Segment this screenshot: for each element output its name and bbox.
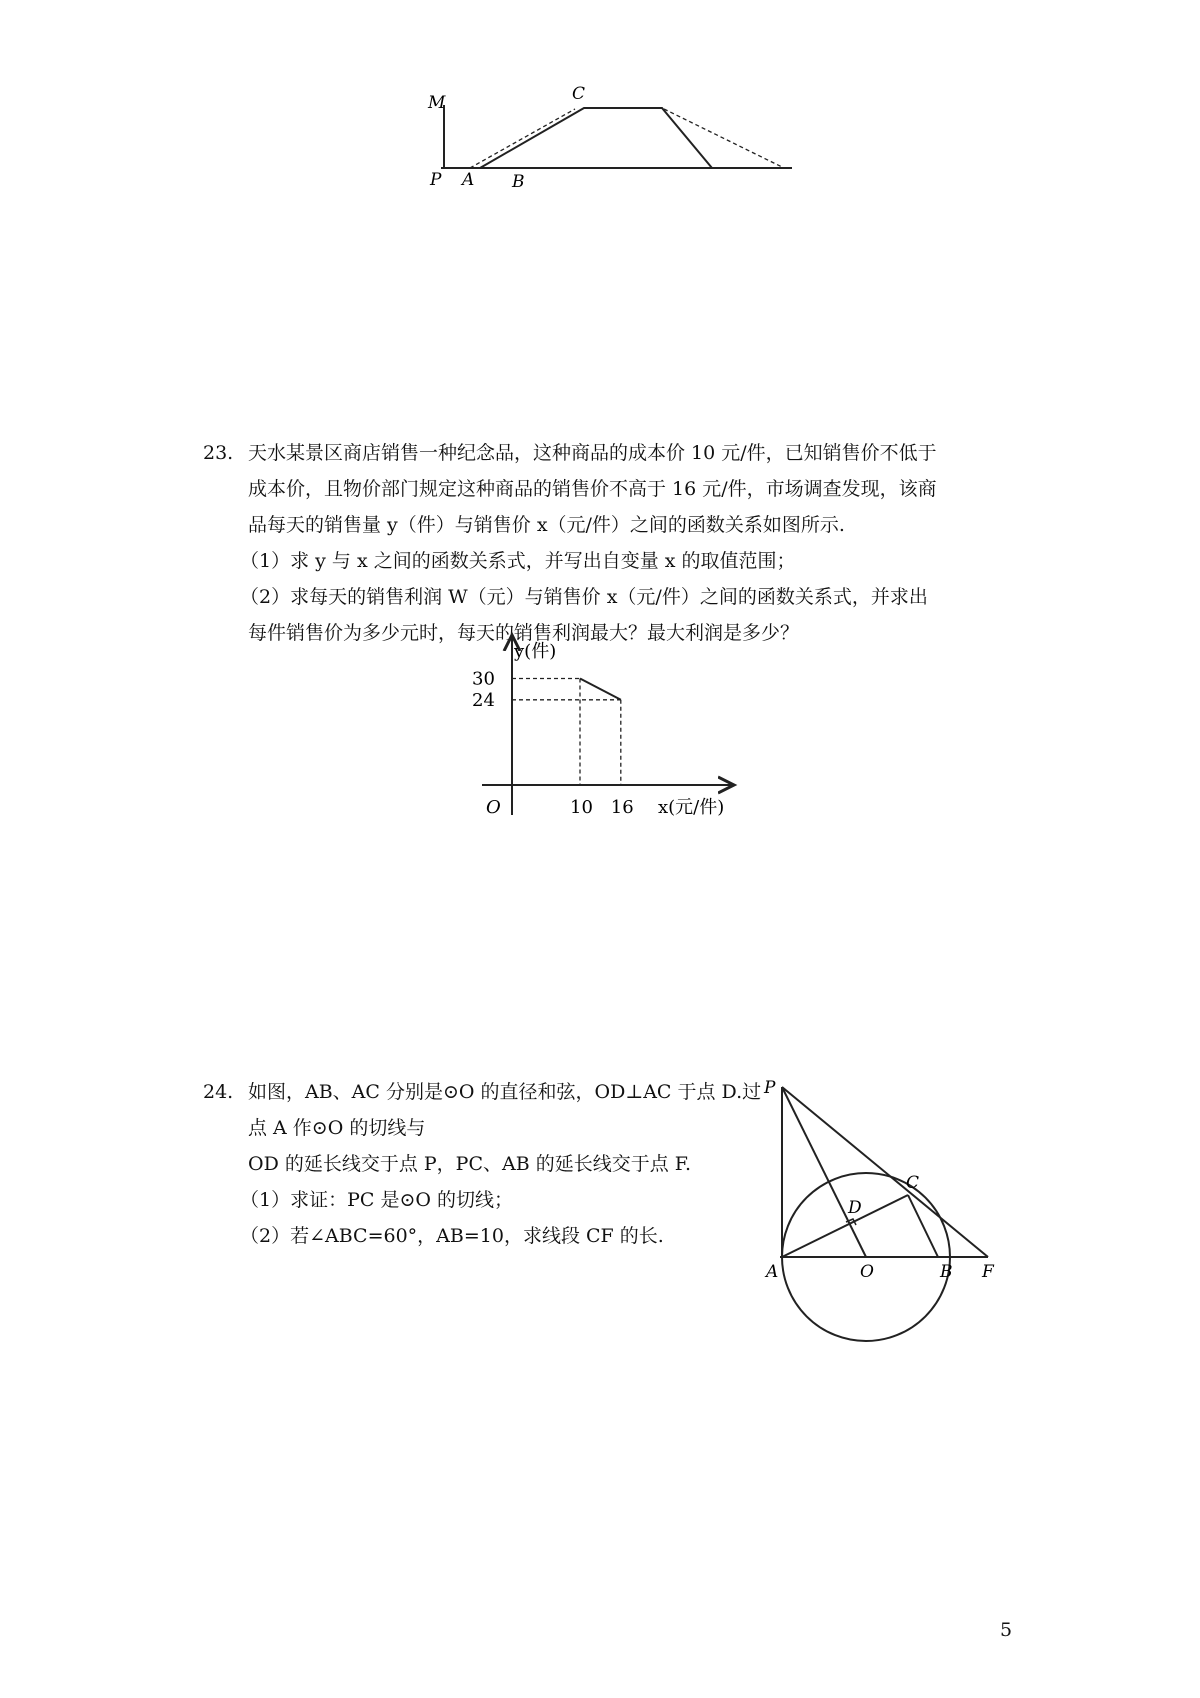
q24-part-2: （2）若∠ABC=60°，AB=10，求线段 CF 的长.: [240, 1225, 664, 1247]
q24-circle-figure: [760, 1075, 1020, 1355]
q23-line-3: 品每天的销售量 y（件）与销售价 x（元/件）之间的函数关系如图所示.: [248, 514, 845, 536]
q23-part-3: 每件销售价为多少元时，每天的销售利润最大？最大利润是多少？: [248, 622, 800, 644]
q24-line-2: 点 A 作⊙O 的切线与: [248, 1117, 426, 1139]
label-B2: B: [940, 1262, 953, 1282]
label-C: C: [572, 84, 586, 104]
label-O2: O: [860, 1262, 874, 1282]
q23-part-2: （2）求每天的销售利润 W（元）与销售价 x（元/件）之间的函数关系式，并求出: [240, 586, 928, 608]
label-P: P: [430, 170, 442, 190]
label-D2: D: [848, 1198, 862, 1218]
q23-line-1: 天水某景区商店销售一种纪念品，这种商品的成本价 10 元/件，已知销售价不低于: [248, 442, 937, 464]
label-B: B: [512, 172, 525, 192]
label-C2: C: [906, 1173, 920, 1193]
q24-line-3: OD 的延长线交于点 P，PC、AB 的延长线交于点 F.: [248, 1153, 692, 1175]
q23-part-1: （1）求 y 与 x 之间的函数关系式，并写出自变量 x 的取值范围；: [240, 550, 796, 572]
y-axis-label: y(件): [514, 641, 557, 662]
top-geometry-figure: [420, 80, 800, 200]
label-F2: F: [982, 1262, 994, 1282]
y-tick-label-1: 24: [472, 689, 495, 711]
label-A: A: [462, 170, 475, 190]
q24-line-1: 如图，AB、AC 分别是⊙O 的直径和弦，OD⊥AC 于点 D.过: [248, 1081, 762, 1103]
label-A2: A: [766, 1262, 779, 1282]
x-tick-label-0: 10: [570, 797, 593, 818]
label-M: M: [428, 93, 446, 113]
q23-number: 23.: [203, 442, 234, 464]
q23-function-graph: [450, 630, 770, 830]
origin-label: O: [486, 797, 501, 818]
x-axis-label: x(元/件): [658, 797, 725, 818]
y-tick-label-0: 30: [472, 668, 495, 690]
series-line: [580, 679, 621, 700]
label-P2: P: [764, 1078, 776, 1098]
x-tick-label-1: 16: [610, 797, 634, 818]
q24-number: 24.: [203, 1081, 234, 1103]
q24-part-1: （1）求证：PC 是⊙O 的切线；: [240, 1189, 513, 1211]
page-number: 5: [1000, 1619, 1013, 1641]
q23-line-2: 成本价，且物价部门规定这种商品的销售价不高于 16 元/件，市场调查发现，该商: [248, 478, 937, 500]
